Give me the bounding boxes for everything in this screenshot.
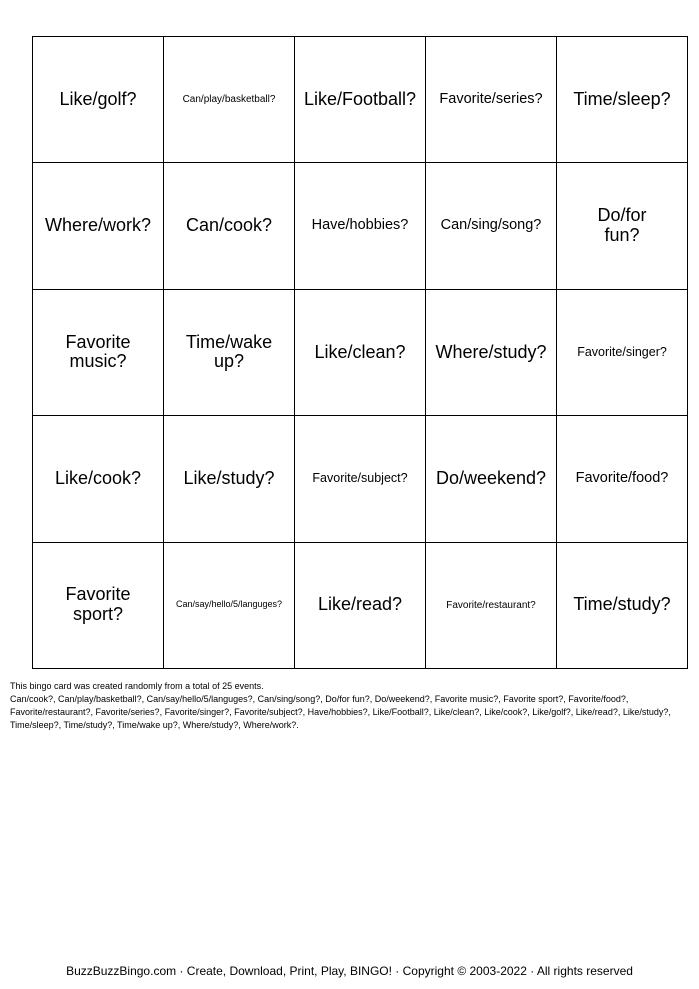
bingo-cell: Can/say/hello/5/languges? — [164, 542, 295, 668]
bingo-cell: Where/work? — [33, 163, 164, 289]
bingo-row — [33, 416, 688, 542]
bingo-cell: Favorite/food? — [557, 416, 688, 542]
bingo-cell: Have/hobbies? — [295, 163, 426, 289]
bingo-cell: Like/golf? — [33, 37, 164, 163]
bingo-cell: Like/study? — [164, 416, 295, 542]
bingo-cell: Like/clean? — [295, 289, 426, 415]
bingo-cell: Favorite/restaurant? — [426, 542, 557, 668]
bingo-cell: Time/sleep? — [557, 37, 688, 163]
bingo-cell: Time/wake up? — [164, 289, 295, 415]
events-list: Can/cook?, Can/play/basketball?, Can/say/hello/5/languges?, Can/sing/song?, Do/for fun?, Do/weekend?, Favorite music?, Favorite sport?, Favorite/food?, Favorite/restaurant?, Favorite/series?, Favorite/singer?, Favorite/subject?, Have/hobbies?, Like/Football?, Like/clean?, Like/cook?, Like/golf?, Like/read?, Like/study?, Time/sleep?, Time/study?, Time/wake up?, Where/study?, Where/work?. — [10, 694, 671, 731]
bingo-cell: Time/study? — [557, 542, 688, 668]
bingo-cell: Can/sing/song? — [426, 163, 557, 289]
card-info — [10, 680, 690, 732]
bingo-cell: Can/play/basketball? — [164, 37, 295, 163]
bingo-cell: Do/weekend? — [426, 416, 557, 542]
bingo-row — [33, 37, 688, 163]
bingo-row — [33, 289, 688, 415]
bingo-row — [33, 542, 688, 668]
bingo-cell: Like/read? — [295, 542, 426, 668]
bingo-cell: Like/Football? — [295, 37, 426, 163]
bingo-cell: Favorite sport? — [33, 542, 164, 668]
created-note: This bingo card was created randomly from a total of 25 events. — [10, 681, 264, 691]
bingo-cell: Favorite/series? — [426, 37, 557, 163]
bingo-cell: Favorite music? — [33, 289, 164, 415]
bingo-cell: Favorite/subject? — [295, 416, 426, 542]
bingo-cell: Where/study? — [426, 289, 557, 415]
bingo-card — [32, 36, 688, 669]
bingo-cell: Can/cook? — [164, 163, 295, 289]
bingo-row — [33, 163, 688, 289]
bingo-cell: Favorite/singer? — [557, 289, 688, 415]
footer-copyright: BuzzBuzzBingo.com · Create, Download, Print, Play, BINGO! · Copyright © 2003-2022 · All rights reserved — [66, 964, 633, 978]
bingo-cell: Like/cook? — [33, 416, 164, 542]
bingo-cell: Do/for fun? — [557, 163, 688, 289]
